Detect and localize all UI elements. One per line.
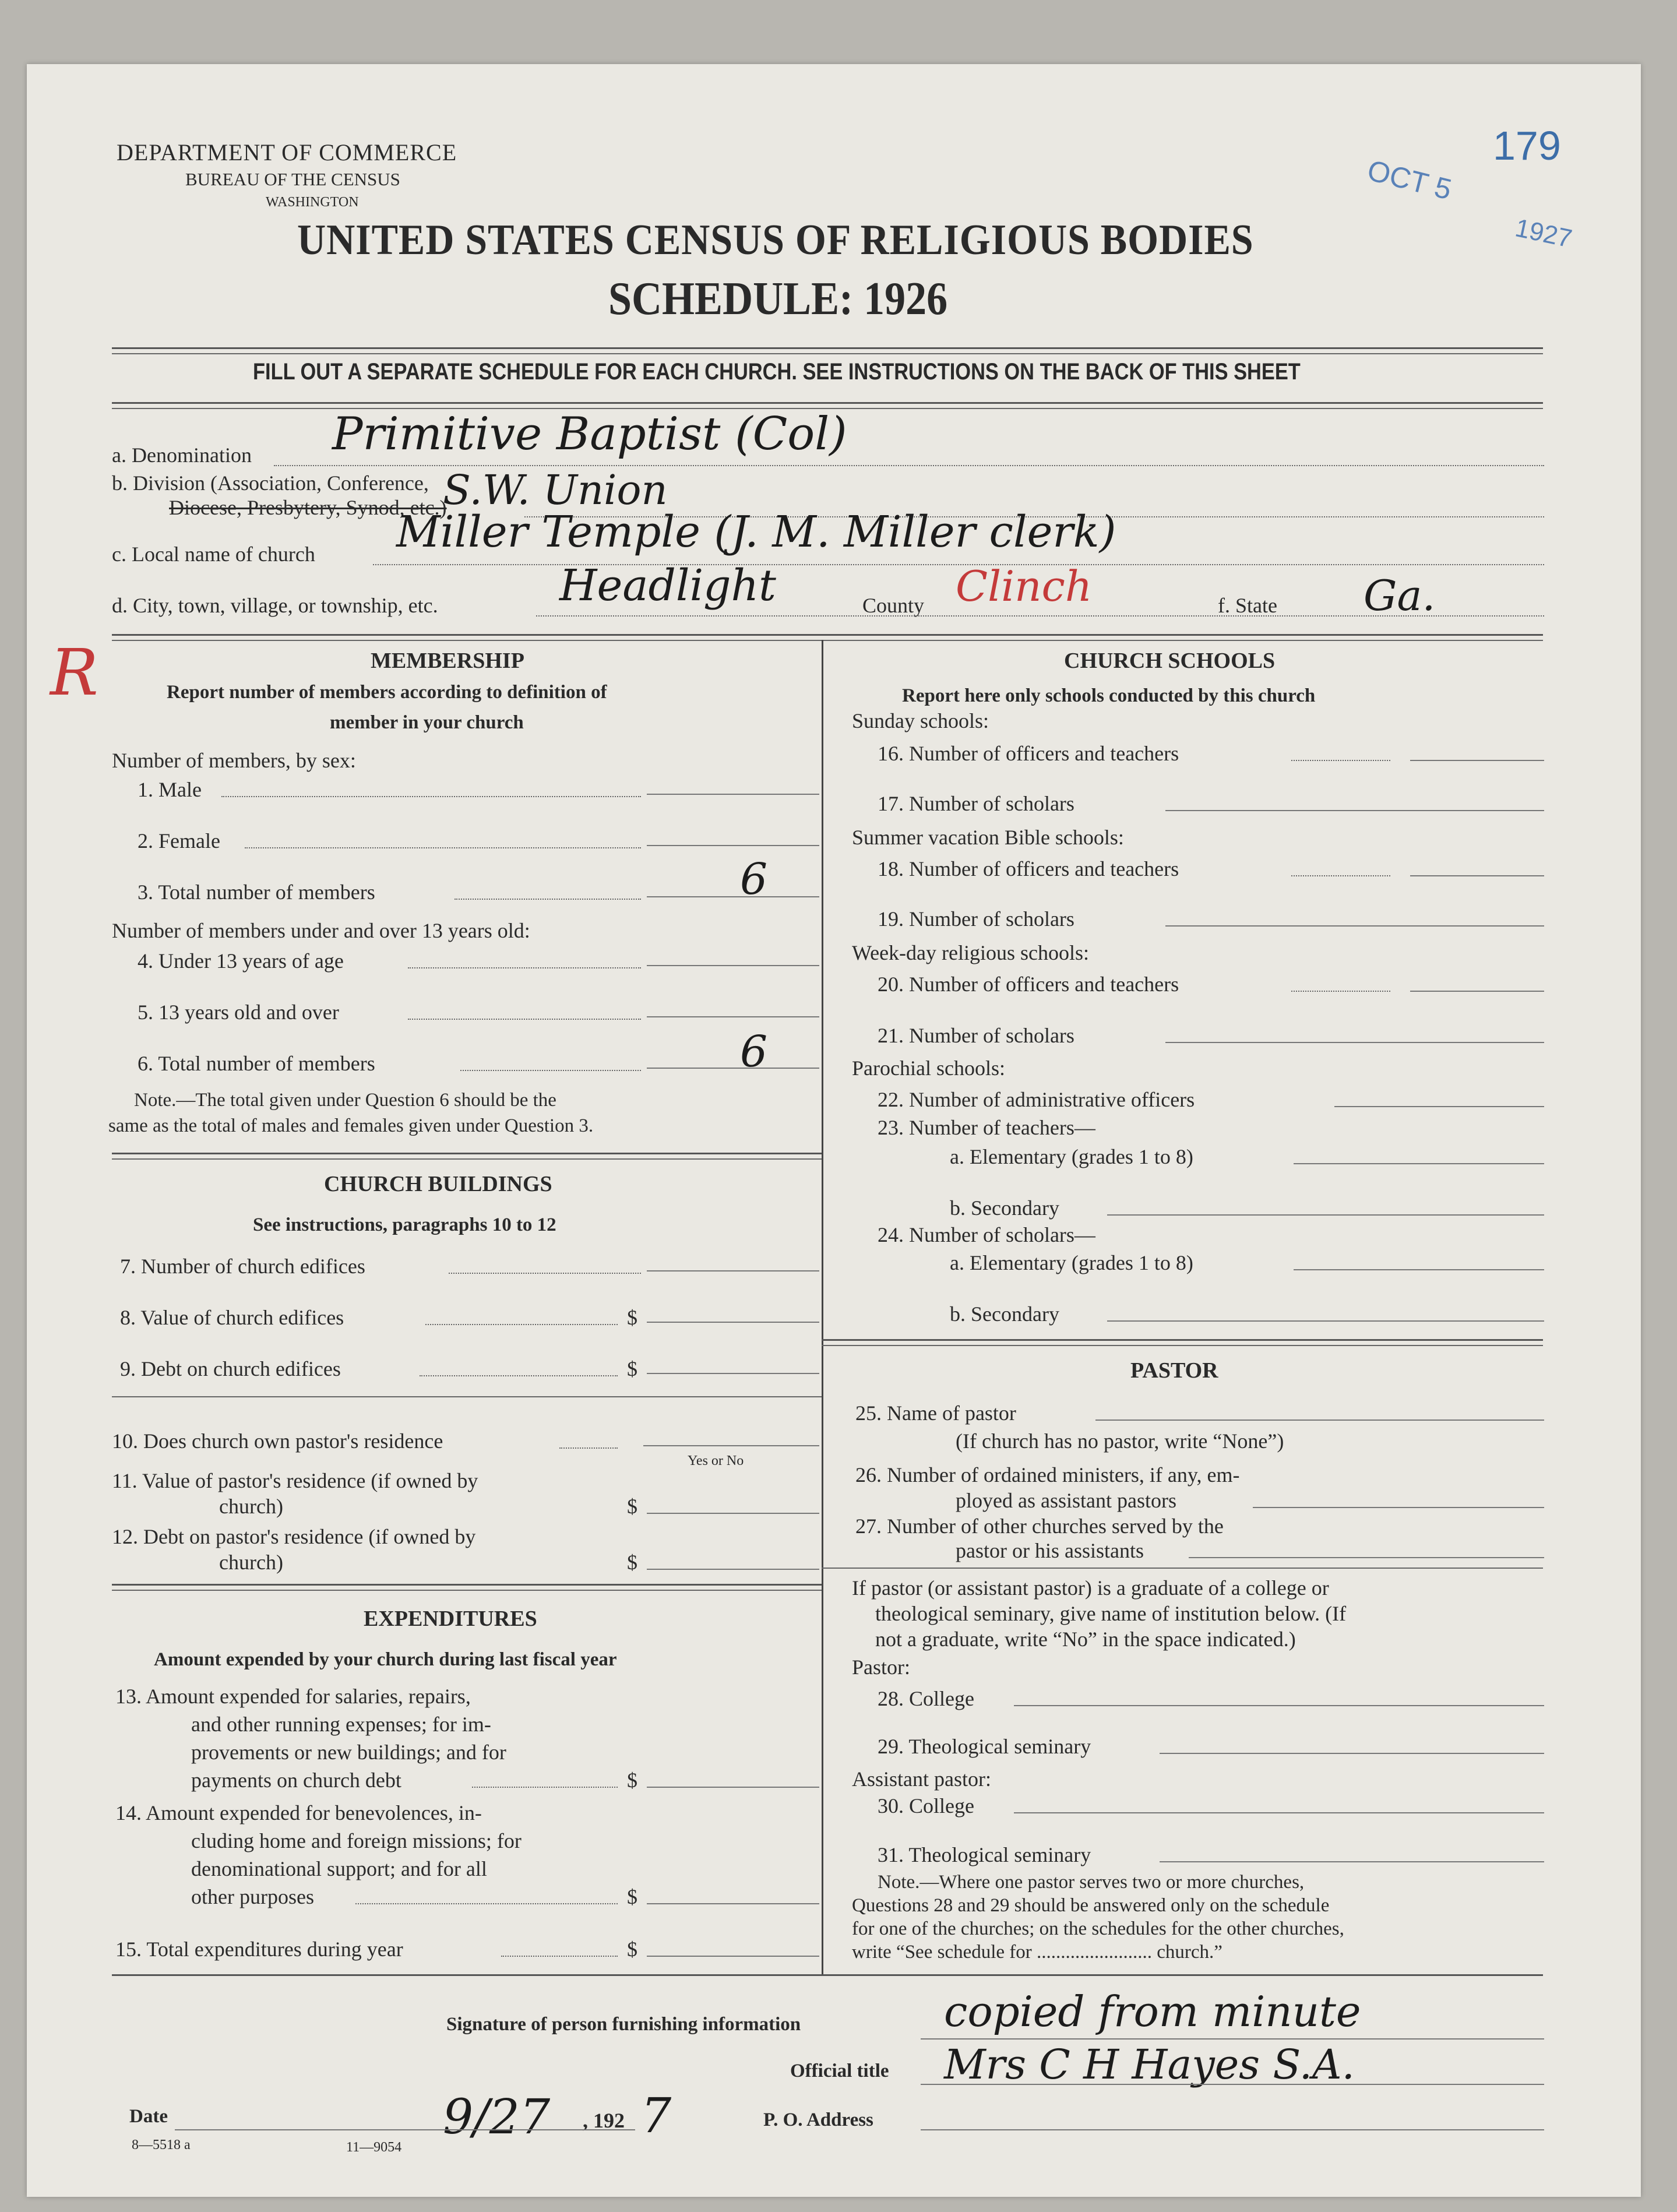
city-value: Headlight [559, 561, 776, 611]
yes-no-hint: Yes or No [688, 1453, 744, 1468]
q9-debt-label: 9. Debt on church edifices [120, 1357, 341, 1380]
q22-answer[interactable] [1334, 1106, 1544, 1107]
pastor-subheading: Pastor: [852, 1656, 911, 1679]
date-year-digit: 7 [641, 2088, 672, 2144]
divider [822, 1339, 1543, 1341]
bureau-label: BUREAU OF THE CENSUS [185, 169, 400, 189]
membership-note-1: Note.—The total given under Question 6 should be the [134, 1090, 556, 1111]
stamp-year: 1927 [1513, 213, 1575, 253]
division-label-2: Diocese, Presbytery, Synod, etc.) [169, 496, 447, 519]
print-code: 11—9054 [346, 2140, 402, 2155]
buildings-intro: See instructions, paragraphs 10 to 12 [253, 1214, 556, 1235]
q26-label-2: ployed as assistant pastors [956, 1489, 1176, 1512]
q3-total-label: 3. Total number of members [138, 880, 375, 904]
membership-note-2: same as the total of males and females given under Question 3. [108, 1115, 594, 1136]
divider [822, 1568, 1543, 1569]
q22-label: 22. Number of administrative officers [878, 1088, 1195, 1111]
q23b-answer[interactable] [1107, 1214, 1544, 1216]
pastor-note-3: for one of the churches; on the schedules for the other churches, [852, 1918, 1344, 1939]
q19-answer[interactable] [1165, 925, 1544, 927]
dollar-sign: $ [627, 1938, 637, 1961]
stamp-date: OCT 5 [1364, 153, 1455, 206]
pastor-note-4: write “See schedule for ........................ church.” [852, 1942, 1222, 1963]
city-label: WASHINGTON [266, 195, 359, 210]
dollar-sign: $ [627, 1306, 637, 1329]
signature-value: copied from minute [944, 1987, 1361, 2036]
q14-label-4: other purposes [191, 1885, 314, 1908]
margin-mark: R [50, 635, 98, 710]
q12-answer[interactable] [647, 1569, 819, 1570]
q14-label-2: cluding home and foreign missions; for [191, 1829, 522, 1852]
answer-line [420, 1375, 618, 1376]
q13-label-4: payments on church debt [191, 1769, 401, 1792]
q17-label: 17. Number of scholars [878, 792, 1074, 815]
q18-answer[interactable] [1410, 875, 1544, 876]
q3-total-value: 6 [740, 854, 768, 904]
q25-note: (If church has no pastor, write “None”) [956, 1429, 1284, 1453]
dollar-sign: $ [627, 1551, 637, 1574]
column-divider [822, 640, 823, 1974]
answer-line [355, 1903, 618, 1904]
expenditures-intro: Amount expended by your church during last fiscal year [154, 1649, 617, 1670]
denomination-label: a. Denomination [112, 443, 252, 467]
q10-residence-label: 10. Does church own pastor's residence [112, 1429, 443, 1453]
weekday-schools-label: Week-day religious schools: [852, 941, 1090, 964]
summer-schools-label: Summer vacation Bible schools: [852, 826, 1124, 849]
division-label-1: b. Division (Association, Conference, [112, 471, 429, 495]
q4-under-13-label: 4. Under 13 years of age [138, 949, 344, 973]
q19-label: 19. Number of scholars [878, 907, 1074, 931]
pastor-note-1: Note.—Where one pastor serves two or more churches, [878, 1872, 1305, 1893]
signature-label: Signature of person furnishing information [446, 2014, 801, 2035]
date-value: 9/27 [443, 2090, 551, 2145]
q13-label-1: 13. Amount expended for salaries, repairs, [115, 1685, 471, 1708]
q29-answer[interactable] [1160, 1753, 1544, 1754]
q2-female-label: 2. Female [138, 829, 220, 853]
parochial-schools-label: Parochial schools: [852, 1056, 1005, 1080]
divider [112, 402, 1543, 404]
graduate-note-1: If pastor (or assistant pastor) is a graduate of a college or [852, 1576, 1329, 1600]
q26-answer[interactable] [1253, 1507, 1544, 1508]
answer-line [1291, 760, 1390, 761]
q24a-label: a. Elementary (grades 1 to 8) [950, 1251, 1193, 1274]
official-title-label: Official title [790, 2060, 889, 2081]
q12-label-2: church) [219, 1551, 283, 1574]
graduate-note-2: theological seminary, give name of institution below. (If [875, 1602, 1347, 1625]
answer-line [1291, 991, 1390, 992]
answer-line [221, 796, 641, 797]
schools-intro: Report here only schools conducted by this church [902, 685, 1316, 706]
form-title: UNITED STATES CENSUS OF RELIGIOUS BODIES [297, 216, 1254, 264]
q13-answer[interactable] [647, 1787, 819, 1788]
age-header-label: Number of members under and over 13 years old: [112, 919, 530, 942]
local-name-label: c. Local name of church [112, 543, 315, 566]
answer-line [449, 1273, 641, 1274]
buildings-heading: CHURCH BUILDINGS [324, 1172, 552, 1196]
dollar-sign: $ [627, 1769, 637, 1792]
form-code: 8—5518 a [132, 2137, 191, 2153]
divider [112, 1974, 1543, 1976]
q1-male-label: 1. Male [138, 778, 202, 801]
divider [112, 1584, 822, 1586]
q2-female-answer[interactable] [647, 845, 819, 846]
q14-label-3: denominational support; and for all [191, 1857, 487, 1880]
q7-edifices-label: 7. Number of church edifices [120, 1255, 365, 1278]
instruction-banner: FILL OUT A SEPARATE SCHEDULE FOR EACH CHURCH. SEE INSTRUCTIONS ON THE BACK OF THIS SHEET [253, 359, 1301, 385]
city-label-field: d. City, town, village, or township, etc. [112, 594, 438, 617]
date-label: Date [129, 2106, 168, 2127]
q13-label-2: and other running expenses; for im- [191, 1713, 491, 1736]
local-name-value: Miller Temple (J. M. Miller clerk) [396, 507, 1116, 557]
assistant-pastor-subheading: Assistant pastor: [852, 1767, 991, 1791]
q24b-label: b. Secondary [950, 1302, 1059, 1326]
sunday-schools-label: Sunday schools: [852, 709, 989, 732]
q11-label-1: 11. Value of pastor's residence (if owned by [112, 1469, 478, 1492]
membership-intro-2: member in your church [330, 712, 524, 733]
department-label: DEPARTMENT OF COMMERCE [117, 139, 457, 165]
q24a-answer[interactable] [1294, 1269, 1544, 1270]
pastor-note-2: Questions 28 and 29 should be answered only on the schedule [852, 1895, 1330, 1916]
divider [112, 1153, 822, 1154]
q17-answer[interactable] [1165, 810, 1544, 811]
membership-intro-1: Report number of members according to definition of [167, 682, 607, 703]
official-title-value: Mrs C H Hayes S.A. [944, 2041, 1355, 2088]
answer-line [245, 847, 641, 848]
q11-answer[interactable] [647, 1513, 819, 1514]
divider [112, 634, 1543, 636]
q23a-label: a. Elementary (grades 1 to 8) [950, 1145, 1193, 1168]
dollar-sign: $ [627, 1357, 637, 1380]
answer-line [425, 1324, 618, 1325]
q28-label: 28. College [878, 1687, 974, 1710]
answer-line [559, 1447, 618, 1449]
divider [112, 1396, 822, 1397]
answer-line [501, 1956, 618, 1957]
q21-answer[interactable] [1165, 1042, 1544, 1043]
q20-label: 20. Number of officers and teachers [878, 973, 1179, 996]
q20-answer[interactable] [1410, 991, 1544, 992]
divider [822, 1345, 1543, 1346]
q3-total-answer[interactable] [647, 896, 819, 897]
q31-answer[interactable] [1160, 1861, 1544, 1862]
q24-label: 24. Number of scholars— [878, 1223, 1095, 1246]
q25-label: 25. Name of pastor [855, 1401, 1016, 1425]
schools-heading: CHURCH SCHOOLS [1064, 649, 1276, 673]
state-value: Ga. [1364, 571, 1436, 620]
q24b-answer[interactable] [1107, 1320, 1544, 1322]
answer-line [536, 615, 1544, 617]
q26-label-1: 26. Number of ordained ministers, if any, em- [855, 1463, 1240, 1487]
membership-heading: MEMBERSHIP [371, 649, 524, 673]
q16-label: 16. Number of officers and teachers [878, 742, 1179, 765]
county-label: County [862, 594, 925, 617]
q21-label: 21. Number of scholars [878, 1024, 1074, 1047]
q30-answer[interactable] [1014, 1812, 1544, 1813]
county-value: Clinch [956, 562, 1093, 611]
members-by-sex-label: Number of members, by sex: [112, 749, 356, 772]
division-value: S.W. Union [443, 466, 668, 514]
q6-total-value: 6 [740, 1027, 768, 1077]
graduate-note-3: not a graduate, write “No” in the space indicated.) [875, 1628, 1296, 1651]
q4-under-13-answer[interactable] [647, 965, 819, 966]
q28-answer[interactable] [1014, 1705, 1544, 1706]
date-answer[interactable] [175, 2129, 635, 2130]
answer-line [472, 1787, 618, 1788]
q14-label-1: 14. Amount expended for benevolences, in- [115, 1801, 482, 1824]
answer-line [455, 899, 641, 900]
q23-label: 23. Number of teachers— [878, 1116, 1095, 1139]
q30-label: 30. College [878, 1794, 974, 1817]
answer-line [1291, 875, 1390, 876]
po-address-label: P. O. Address [763, 2109, 873, 2130]
answer-line [408, 967, 641, 968]
q5-13-and-over-answer[interactable] [647, 1016, 819, 1017]
q10-residence-answer[interactable] [643, 1445, 819, 1446]
official-title-answer[interactable] [921, 2084, 1544, 2085]
answer-line [460, 1070, 641, 1071]
q9-debt-answer[interactable] [647, 1373, 819, 1374]
q27-answer[interactable] [1189, 1557, 1544, 1558]
q15-label: 15. Total expenditures during year [115, 1938, 403, 1961]
q23a-answer[interactable] [1294, 1163, 1544, 1164]
state-label: f. State [1218, 594, 1277, 617]
q13-label-3: provements or new buildings; and for [191, 1741, 506, 1764]
q23b-label: b. Secondary [950, 1196, 1059, 1220]
q25-answer[interactable] [1095, 1420, 1544, 1421]
stamp-number: 179 [1493, 123, 1561, 168]
q27-label-1: 27. Number of other churches served by the [855, 1514, 1224, 1538]
po-address-answer[interactable] [921, 2129, 1544, 2130]
divider [112, 640, 1543, 641]
divider [112, 1158, 822, 1160]
dollar-sign: $ [627, 1885, 637, 1908]
date-year-suffix: , 192 [583, 2109, 625, 2132]
q12-label-1: 12. Debt on pastor's residence (if owned by [112, 1525, 476, 1548]
q8-value-answer[interactable] [647, 1322, 819, 1323]
q14-answer[interactable] [647, 1903, 819, 1904]
q7-edifices-answer[interactable] [647, 1270, 819, 1271]
q11-label-2: church) [219, 1495, 283, 1518]
divider [112, 347, 1543, 349]
q15-answer[interactable] [647, 1956, 819, 1957]
q16-answer[interactable] [1410, 760, 1544, 761]
answer-line [408, 1019, 641, 1020]
expenditures-heading: EXPENDITURES [364, 1607, 537, 1631]
divider [112, 353, 1543, 354]
q29-label: 29. Theological seminary [878, 1735, 1091, 1758]
divider [112, 1590, 822, 1591]
q1-male-answer[interactable] [647, 794, 819, 795]
dollar-sign: $ [627, 1495, 637, 1518]
q6-total-label: 6. Total number of members [138, 1052, 375, 1075]
pastor-heading: PASTOR [1130, 1358, 1218, 1383]
q27-label-2: pastor or his assistants [956, 1539, 1144, 1562]
signature-answer[interactable] [921, 2038, 1544, 2040]
form-subtitle: SCHEDULE: 1926 [608, 273, 948, 325]
q8-value-label: 8. Value of church edifices [120, 1306, 344, 1329]
q5-13-and-over-label: 5. 13 years old and over [138, 1001, 339, 1024]
q6-total-answer[interactable] [647, 1068, 819, 1069]
q18-label: 18. Number of officers and teachers [878, 857, 1179, 880]
q31-label: 31. Theological seminary [878, 1843, 1091, 1866]
denomination-value: Primitive Baptist (Col) [332, 408, 847, 460]
